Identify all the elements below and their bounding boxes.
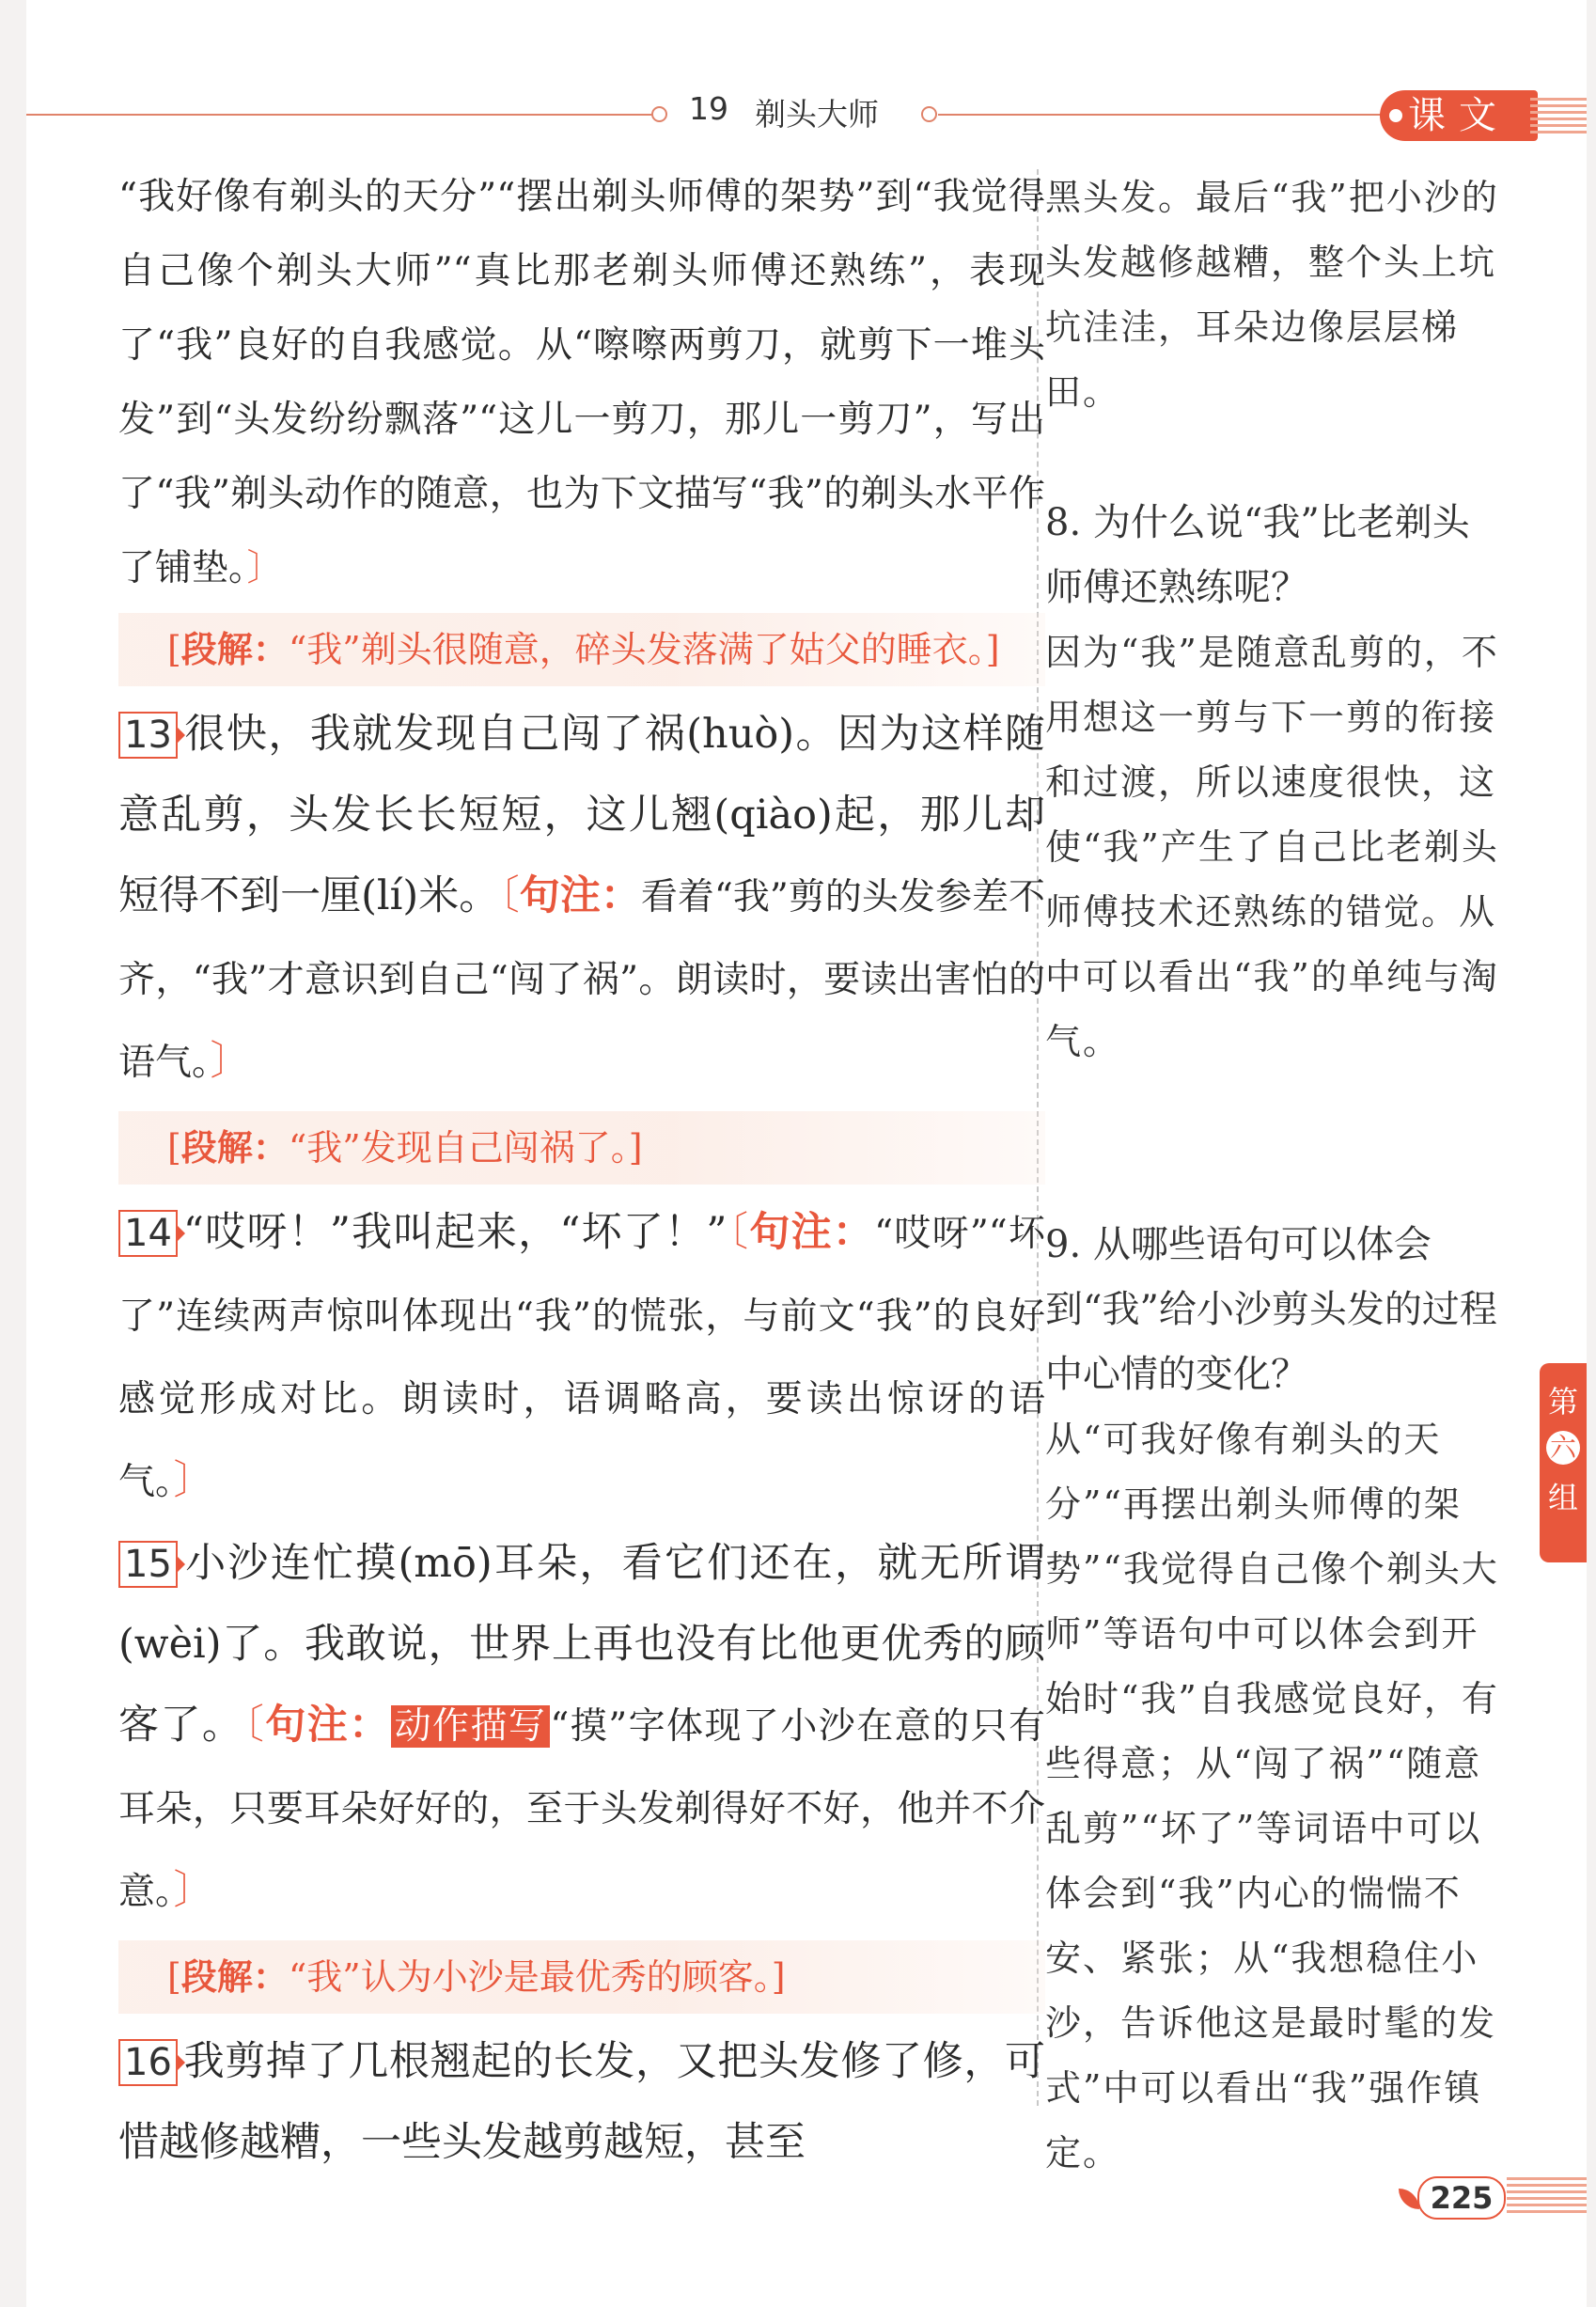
note-open-bracket: 〔 — [727, 1209, 750, 1256]
segment-text: “我”认为小沙是最优秀的顾客。 — [288, 1956, 772, 1998]
answer-8: 因为“我”是随意乱剪的，不用想这一剪与下一剪的衔接和过渡，所以速度很快，这使“我”产生了自己比老剃头师傅技术还熟练的错觉。从中可以看出“我”的单纯与淘气。 — [1045, 632, 1499, 1062]
paragraph-16 — [118, 2021, 1045, 2183]
paragraph-12-note — [118, 160, 1045, 605]
paragraph-number: 13 — [118, 712, 178, 759]
paragraph-text: 很快，我就发现自己闯了祸(huò)。因为这样随意乱剪，头发长长短短，这儿翘(qiào)起，那儿却短得不到一厘(lí)米。 — [118, 711, 1045, 919]
sentence-note-text: “哎呀”“坏了”连续两声惊叫体现出“我”的慌张，与前文“我”的良好感觉形成对比。朗读时，语调略高，要读出惊讶的语气。 — [118, 1213, 1045, 1503]
paragraph-number: 15 — [118, 1541, 178, 1588]
bracket-close: ] — [985, 629, 1000, 670]
sentence-note-label: 句注： — [519, 872, 641, 919]
paragraph-12-note-text: “我好像有剃头的天分”“摆出剃头师傅的架势”到“我觉得自己像个剃头大师”“真比那老剃头师傅还熟练”，表现了“我”良好的自我感觉。从“嚓嚓两剪刀，就剪下一堆头发”到“头发纷纷飘落”“这儿一剪刀，那儿一剪刀”，写出了“我”剃头动作的随意，也为下文描写“我”的剃头水平作了铺垫。 — [118, 176, 1045, 589]
page-number: 225 — [1417, 2176, 1506, 2220]
segment-text: “我”剃头很随意，碎头发落满了姑父的睡衣。 — [288, 629, 986, 670]
group-tab-line3: 组 — [1547, 1480, 1578, 1515]
paragraph-13 — [118, 694, 1045, 1104]
lesson-title: 剃头大师 — [755, 96, 879, 133]
note-close-bracket: 〕 — [173, 1867, 214, 1914]
lesson-number: 19 — [689, 90, 728, 127]
bracket-open: [ — [167, 629, 181, 670]
bracket-close: ] — [771, 1956, 786, 1998]
group-tab-line1: 第 — [1547, 1384, 1578, 1420]
textbook-page — [26, 0, 1587, 2307]
segment-label: 段解： — [180, 1955, 289, 1998]
header-rule-left — [26, 114, 654, 116]
note-close-bracket: 〕 — [173, 1457, 214, 1504]
header-stripes — [1530, 98, 1587, 133]
paragraph-number: 16 — [118, 2039, 178, 2086]
note-close-bracket: 〕 — [246, 547, 284, 589]
header-dot-left — [651, 106, 667, 122]
header-dot-right — [921, 106, 937, 122]
group-tab-number: 六 — [1546, 1431, 1580, 1465]
segment-explanation-3 — [118, 1940, 1045, 2014]
paragraph-text: 小沙连忙摸(mō)耳朵，看它们还在，就无所谓(wèi)了。我敢说，世界上再也没有比他更优秀的顾客了。 — [118, 1540, 1045, 1749]
segment-explanation-1 — [118, 613, 1045, 686]
bracket-open: [ — [167, 1127, 181, 1169]
footer-stripes — [1507, 2177, 1587, 2215]
sentence-note-text: “摸”字体现了小沙在意的只有耳朵，只要耳朵好好的，至于头发剃得好不好，他并不介意。 — [118, 1705, 1046, 1913]
question-8: 8. 为什么说“我”比老剃头师傅还熟练呢？ — [1045, 501, 1470, 609]
main-text-column — [118, 160, 1045, 2183]
note-close-bracket: 〕 — [210, 1038, 251, 1085]
answer-7-tail — [1045, 165, 1506, 425]
paragraph-text: 我剪掉了几根翘起的长发，又把头发修了修，可惜越修越糟，一些头发越剪越短，甚至 — [118, 2038, 1045, 2166]
paragraph-text: “哎呀！”我叫起来，“坏了！” — [182, 1209, 728, 1256]
paragraph-14 — [118, 1192, 1045, 1523]
sentence-note-label: 句注： — [265, 1702, 391, 1749]
leaf-icon — [1399, 2189, 1419, 2209]
note-open-bracket: 〔 — [243, 1702, 266, 1749]
paragraph-15 — [118, 1523, 1045, 1933]
bracket-close: ] — [628, 1127, 643, 1169]
segment-label: 段解： — [180, 628, 289, 670]
question-9: 9. 从哪些语句可以体会到“我”给小沙剪头发的过程中心情的变化？ — [1045, 1223, 1497, 1396]
segment-text: “我”发现自己闯祸了。 — [288, 1127, 629, 1169]
segment-label: 段解： — [180, 1126, 289, 1169]
technique-tag: 动作描写 — [391, 1705, 551, 1748]
question-8-block — [1045, 491, 1506, 1075]
sentence-note-label: 句注： — [749, 1209, 875, 1256]
section-badge: 课文 — [1380, 90, 1538, 141]
answer-text: 黑头发。最后“我”把小沙的头发越修越糟，整个头上坑坑洼洼，耳朵边像层层梯田。 — [1045, 177, 1499, 413]
sentence-note-text: 看着“我”剪的头发参差不齐，“我”才意识到自己“闯了祸”。朗读时，要读出害怕的语气。 — [118, 876, 1046, 1084]
note-open-bracket: 〔 — [499, 872, 520, 919]
bracket-open: [ — [167, 1956, 181, 1998]
question-9-block — [1045, 1213, 1506, 2186]
segment-explanation-2 — [118, 1111, 1045, 1185]
header-rule-right — [938, 114, 1389, 116]
group-tab — [1540, 1363, 1587, 1562]
paragraph-number: 14 — [118, 1210, 178, 1257]
answer-9: 从“可我好像有剃头的天分”“再摆出剃头师傅的架势”“我觉得自己像个剃头大师”等语句中可以体会到开始时“我”自我感觉良好，有些得意；从“闯了祸”“随意乱剪”“坏了”等词语中可以体会到“我”内心的惴惴不安、紧张；从“我想稳住小沙，告诉他这是最时髦的发式”中可以看出“我”强作镇定。 — [1045, 1419, 1499, 2174]
